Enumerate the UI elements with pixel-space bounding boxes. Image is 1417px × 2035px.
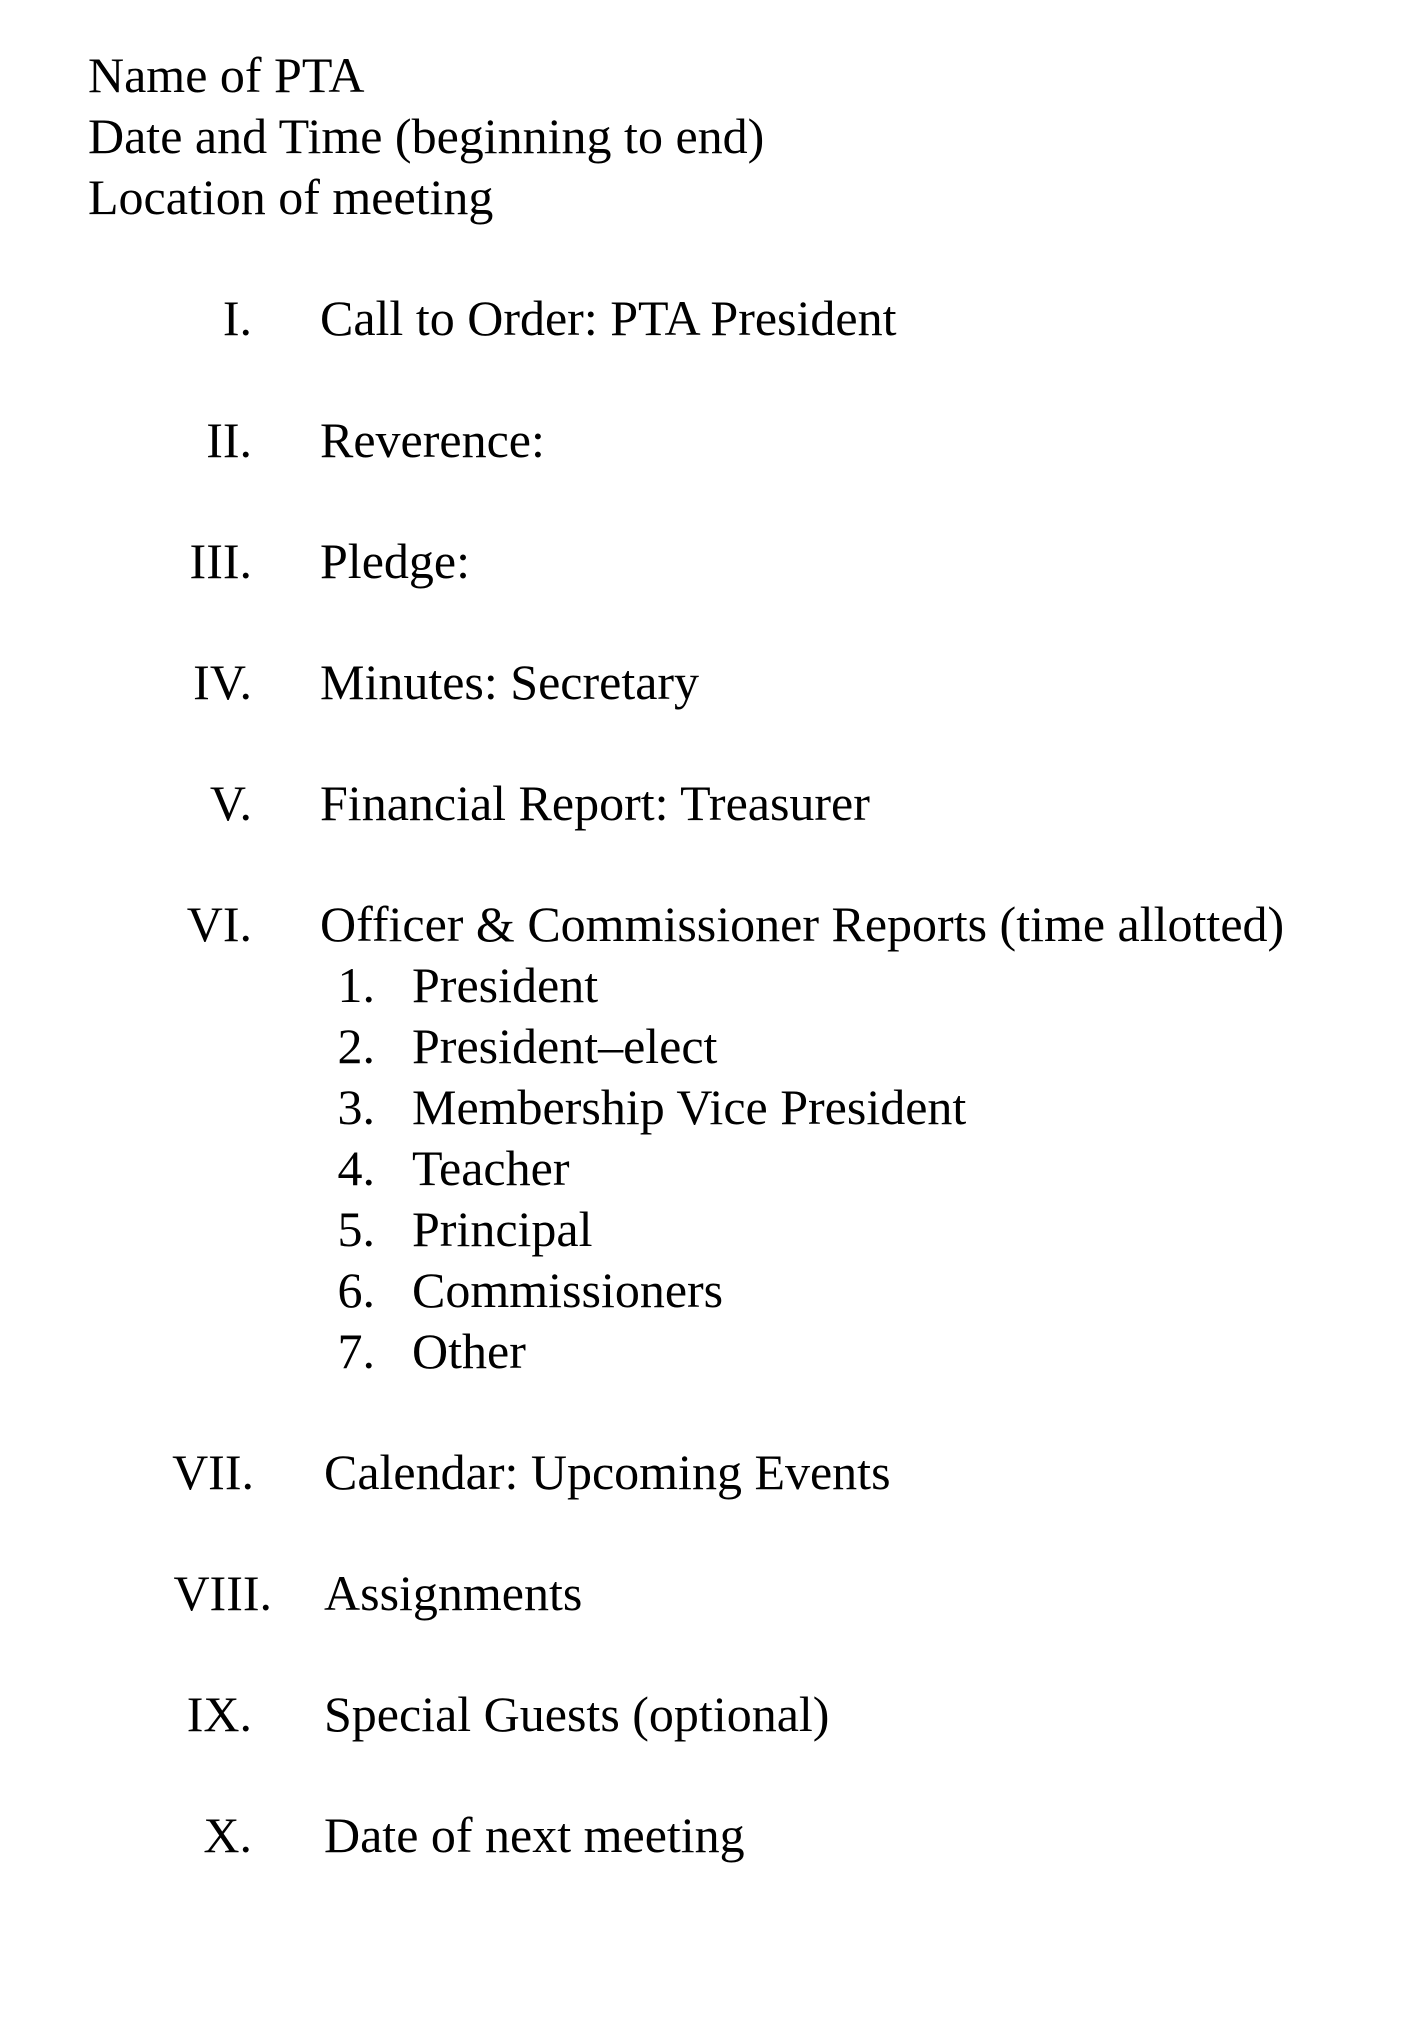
report-item-label: Principal <box>412 1201 593 1257</box>
report-item-label: Membership Vice President <box>412 1079 967 1135</box>
agenda-item-numeral: IX. <box>186 1686 252 1742</box>
agenda-item-numeral: VII. <box>172 1444 254 1500</box>
agenda-item-label: Calendar: Upcoming Events <box>324 1444 891 1500</box>
agenda-item-label: Minutes: Secretary <box>320 654 700 710</box>
report-item-label: President–elect <box>412 1018 718 1074</box>
report-item-number: 5. <box>337 1201 375 1257</box>
report-item-number: 6. <box>337 1262 375 1318</box>
agenda-item-numeral: I. <box>222 290 252 346</box>
meeting-date-time: Date and Time (beginning to end) <box>88 108 765 164</box>
agenda-item-numeral: VIII. <box>173 1565 272 1621</box>
agenda-item-label: Officer & Commissioner Reports (time allotted) <box>320 896 1285 952</box>
report-item-number: 7. <box>337 1323 375 1379</box>
agenda-item-label: Assignments <box>324 1565 583 1621</box>
report-item-label: Teacher <box>412 1140 570 1196</box>
agenda-item-label: Special Guests (optional) <box>324 1686 830 1742</box>
report-item-number: 4. <box>337 1140 375 1196</box>
agenda-item-numeral: IV. <box>193 654 252 710</box>
report-item-number: 3. <box>337 1079 375 1135</box>
meeting-location: Location of meeting <box>88 169 494 225</box>
report-item-number: 1. <box>337 957 375 1013</box>
agenda-item-numeral: II. <box>206 412 252 468</box>
agenda-item-numeral: III. <box>189 533 252 589</box>
report-item-number: 2. <box>337 1018 375 1074</box>
agenda-item-label: Date of next meeting <box>324 1807 745 1863</box>
agenda-item-label: Call to Order: PTA President <box>320 290 897 346</box>
agenda-item-label: Financial Report: Treasurer <box>320 775 870 831</box>
agenda-item-numeral: V. <box>209 775 252 831</box>
report-item-label: Commissioners <box>412 1262 724 1318</box>
pta-name: Name of PTA <box>88 47 365 103</box>
agenda-item-label: Pledge: <box>320 533 470 589</box>
agenda-item-numeral: X. <box>203 1807 252 1863</box>
report-item-label: President <box>412 957 599 1013</box>
report-item-label: Other <box>412 1323 526 1379</box>
agenda-item-label: Reverence: <box>320 412 545 468</box>
agenda-item-numeral: VI. <box>186 896 252 952</box>
meeting-header <box>88 45 764 228</box>
